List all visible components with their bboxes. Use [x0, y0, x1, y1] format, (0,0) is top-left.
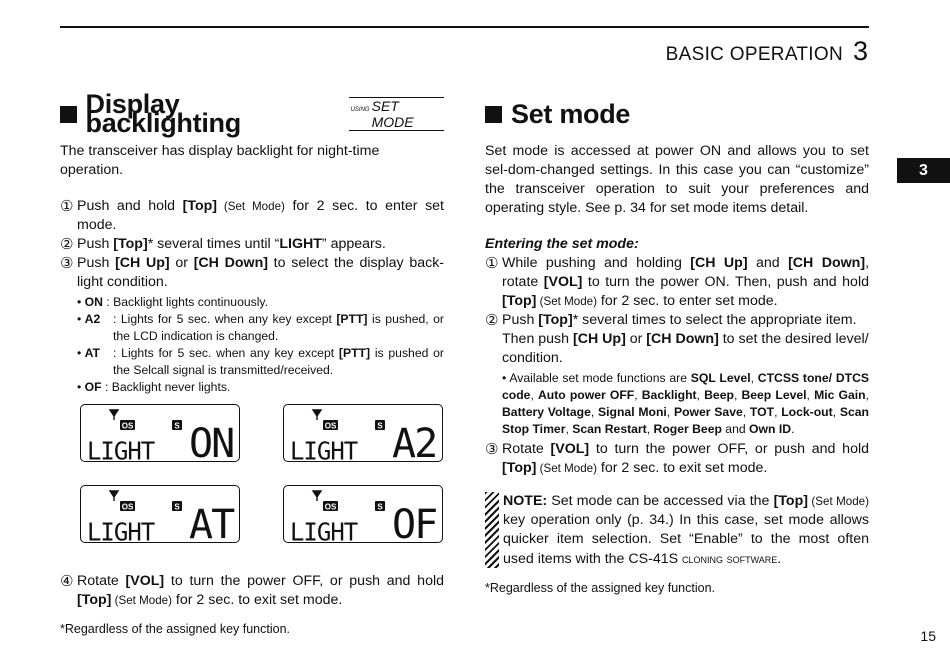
lcd-value: ON [189, 421, 234, 461]
lcd-label: LIGHT [290, 436, 358, 461]
lcd-display [284, 486, 442, 542]
function-name: Auto power OFF [537, 388, 635, 402]
section-heading [485, 96, 869, 132]
os-indicator [120, 501, 135, 512]
function-name: Scan Restart [572, 422, 647, 436]
step-2: ② Push [Top]* several times to select the appropriate item. Then push [CH Up] or [CH Down] to set the desired level/ condition. [485, 312, 869, 366]
intro-text: The transceiver has display backlight for night-time operation. [60, 143, 380, 178]
s-indicator [375, 420, 385, 431]
svg-text:OS: OS [121, 502, 134, 512]
lcd-light-at [80, 485, 240, 543]
lcd-value: OF [392, 502, 437, 542]
lcd-light-on [80, 404, 240, 462]
svg-text:OS: OS [324, 421, 337, 431]
step-1: ① While pushing and holding [CH Up] and [CH Down], rotate [VOL] to turn the power ON. Then, push and hold [Top] (Set Mode) for 2 sec. to enter set mode. [485, 255, 870, 309]
function-name: Signal Moni [598, 405, 667, 419]
function-name: Own ID [749, 422, 792, 436]
antenna-icon [110, 491, 118, 501]
antenna-icon [313, 410, 321, 420]
using-set-mode-badge [349, 97, 444, 131]
heading-square-icon [485, 106, 502, 123]
lcd-display [284, 405, 442, 461]
display-backlighting-section [60, 89, 445, 639]
os-indicator [323, 420, 338, 431]
running-header [666, 36, 868, 67]
lcd-display [81, 405, 239, 461]
intro-text: Set mode is accessed at power ON and allows you to set sel-dom-changed settings. In this case you can “customize” the transceiver operation to suit your preferences and operating style. See p. 34 for set mode items detail. [485, 143, 869, 216]
svg-text:S: S [174, 502, 180, 512]
s-indicator [375, 501, 385, 512]
function-name: Backlight [641, 388, 697, 402]
option-of: • OF : Backlight never lights. [77, 380, 231, 394]
svg-text:S: S [174, 421, 180, 431]
function-name: Battery Voltage [502, 405, 591, 419]
chapter-number: 3 [852, 36, 868, 66]
lcd-label: LIGHT [290, 517, 358, 542]
function-name: Power Save [673, 405, 743, 419]
lcd-display [81, 486, 239, 542]
function-name: Roger Beep [653, 422, 722, 436]
heading-square-icon [60, 106, 77, 123]
set-mode-section [485, 96, 869, 598]
set-mode-functions-list: • Available set mode functions are SQL Level, CTCSS tone/ DTCS code, Auto power OFF, Backlight, Beep, Beep Level, Mic Gain, Battery Voltage, Signal Moni, Power Save, TOT, Lock-out, Scan Stop Timer, Scan Restart, Roger Beep and Own ID. [502, 371, 869, 436]
lcd-value: AT [189, 502, 234, 542]
subheading: Entering the set mode: [485, 236, 639, 252]
section-title: BASIC OPERATION [665, 44, 843, 65]
svg-text:OS: OS [324, 502, 337, 512]
os-indicator [120, 420, 135, 431]
function-name: SQL Level [690, 371, 751, 385]
option-on: • ON : Backlight lights continuously. [77, 295, 269, 309]
antenna-icon [110, 410, 118, 420]
using-label: USING [350, 107, 370, 113]
lcd-light-of [283, 485, 443, 543]
page-number: 15 [920, 628, 936, 644]
step-3: ③ Push [CH Up] or [CH Down] to select the display back-light condition. [60, 255, 445, 290]
heading-title: Set mode [511, 98, 631, 129]
svg-text:OS: OS [121, 421, 134, 431]
backlight-options [77, 294, 444, 396]
step-1: ① Push and hold [Top] (Set Mode) for 2 sec. to enter set mode. [60, 198, 444, 233]
option-at: • AT : Lights for 5 sec. when any key except [PTT] is pushed or the Selcall signal is transmitted/received. [77, 346, 444, 377]
top-rule [60, 26, 869, 28]
footnote: *Regardless of the assigned key function. [60, 622, 290, 636]
using-mode: SET MODE [371, 98, 414, 130]
antenna-icon [313, 491, 321, 501]
note-hatch-icon [485, 492, 499, 568]
lcd-light-a2 [283, 404, 443, 462]
note-text: NOTE: Set mode can be accessed via the [Top] (Set Mode) key operation only (p. 34.) In this case, set mode allows quicker item selection. Set “Enable” to the most often used items with the CS-41S cloning software. [503, 493, 869, 567]
function-name: TOT [749, 405, 775, 419]
option-a2: • A2 : Lights for 5 sec. when any key except [PTT] is pushed, or the LCD indication is changed. [77, 312, 444, 343]
lcd-label: LIGHT [87, 436, 155, 461]
function-name: Scan Stop Timer [502, 405, 869, 436]
heading-title: Display backlighting [85, 89, 241, 138]
lcd-label: LIGHT [87, 517, 155, 542]
lcd-value: A2 [392, 421, 437, 461]
lcd-examples [80, 404, 444, 564]
section-heading [60, 89, 444, 138]
svg-text:S: S [377, 421, 383, 431]
function-name: Beep [704, 388, 734, 402]
svg-text:S: S [377, 502, 383, 512]
function-name: Beep Level [741, 388, 807, 402]
s-indicator [172, 420, 182, 431]
chapter-tab: 3 [897, 158, 950, 183]
function-name: Lock-out [781, 405, 833, 419]
os-indicator [323, 501, 338, 512]
s-indicator [172, 501, 182, 512]
step-2: ② Push [Top]* several times until “LIGHT” appears. [60, 236, 386, 253]
step-3: ③ Rotate [VOL] to turn the power OFF, or push and hold [Top] (Set Mode) for 2 sec. to exit set mode. [485, 441, 870, 476]
footnote: *Regardless of the assigned key function. [485, 581, 715, 595]
step-4: ④ Rotate [VOL] to turn the power OFF, or push and hold [Top] (Set Mode) for 2 sec. to exit set mode. [60, 573, 445, 608]
function-name: CTCSS tone/ DTCS code [502, 371, 869, 402]
note-box [485, 492, 869, 569]
function-name: Mic Gain [814, 388, 866, 402]
